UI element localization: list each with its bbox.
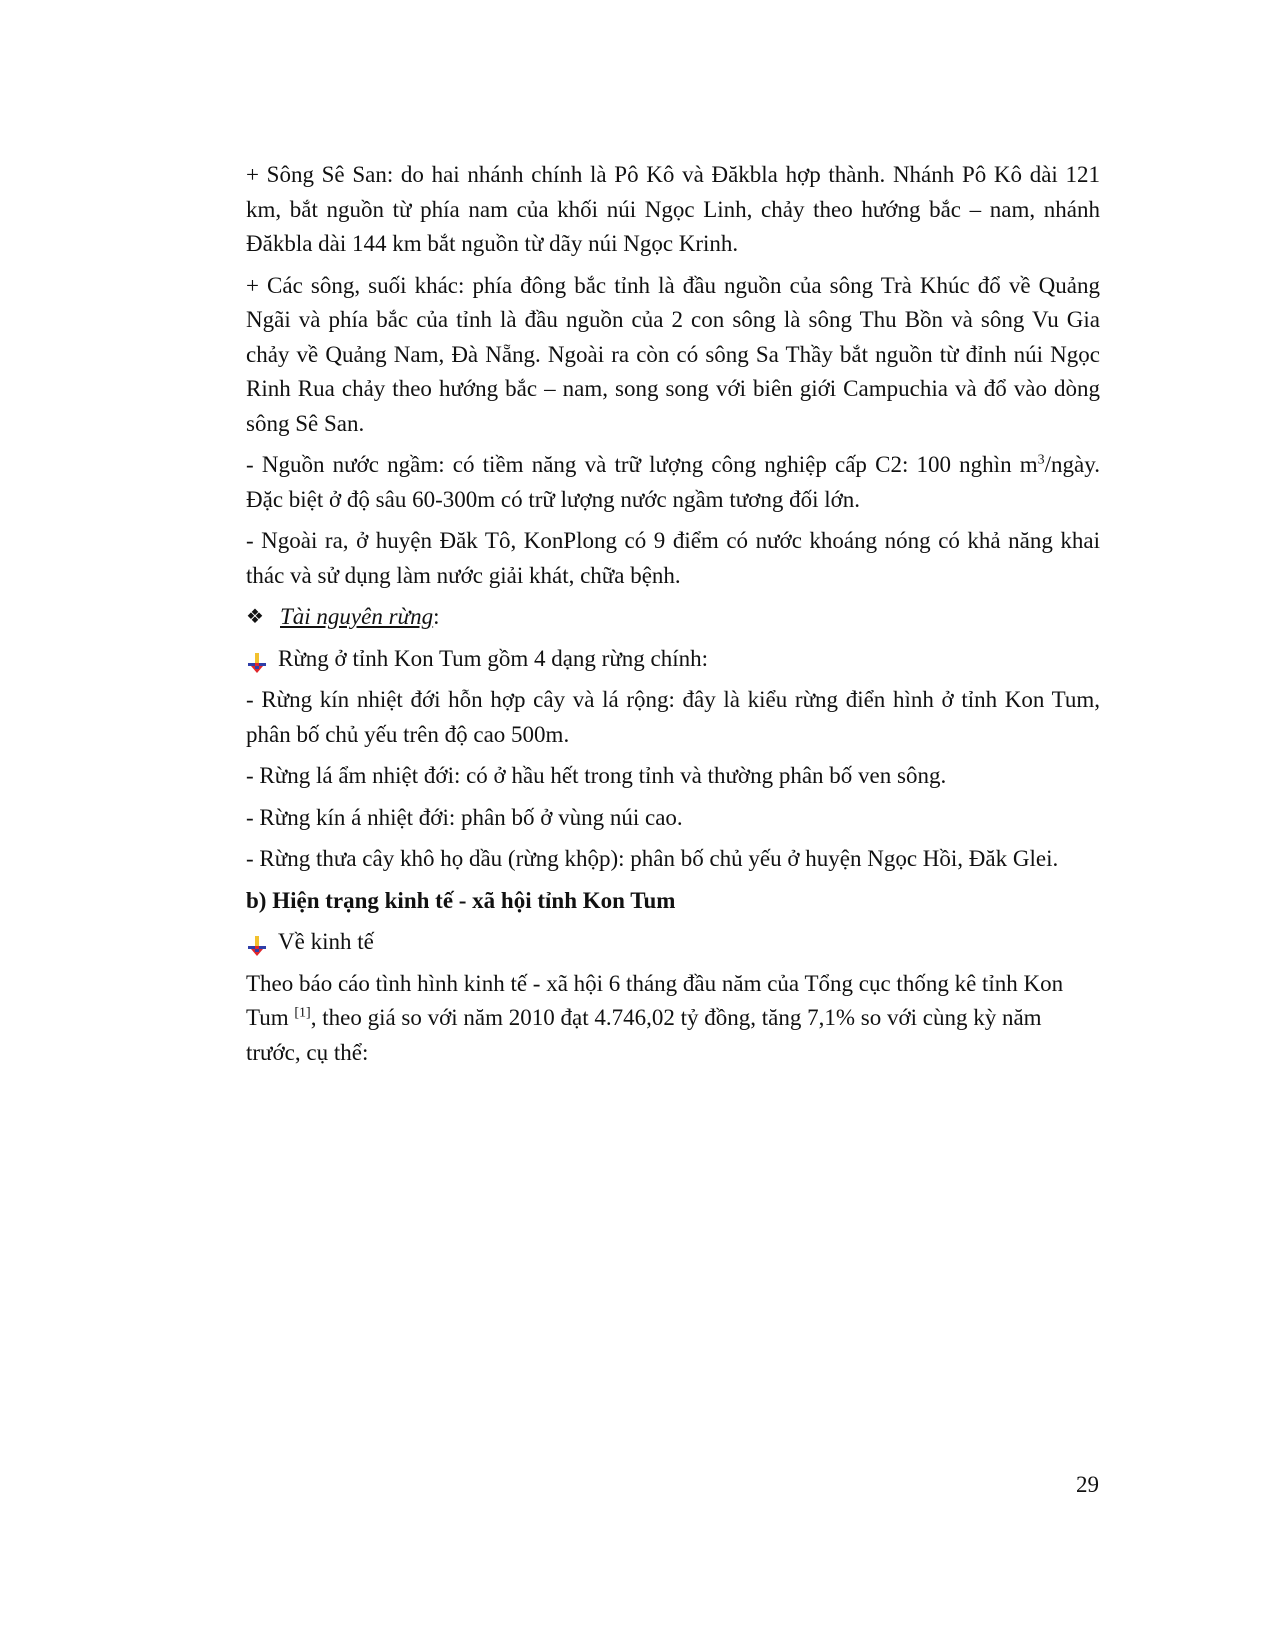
- down-arrow-bullet-icon: [248, 932, 266, 952]
- forest-intro: [246, 642, 1100, 677]
- citation-reference: [1]: [294, 1005, 311, 1021]
- forest-intro-text: Rừng ở tỉnh Kon Tum gồm 4 dạng rừng chính:: [278, 645, 709, 671]
- forest-item: - Rừng thưa cây khô họ dầu (rừng khộp): phân bố chủ yếu ở huyện Ngọc Hồi, Đăk Glei.: [246, 846, 1059, 871]
- economy-heading: b) Hiện trạng kinh tế - xã hội tỉnh Kon Tum: [246, 887, 676, 913]
- forest-title-suffix: :: [433, 604, 440, 629]
- forest-title-label: Tài nguyên rừng: [280, 604, 434, 629]
- diamond-bullet-icon: ❖: [246, 606, 264, 628]
- paragraph-other-rivers: + Các sông, suối khác: phía đông bắc tỉnh là đầu nguồn của sông Trà Khúc đổ về Quảng Ngãi và phía bắc của tỉnh là đầu nguồn của 2 con sông là sông Thu Bồn và sông Vu Gia chảy về Quảng Nam, Đà Nẵng. Ngoài ra còn có sông Sa Thầy bắt nguồn từ đỉnh núi Ngọc Rinh Rua chảy theo hướng bắc – nam, song song với biên giới Campuchia và đổ vào dòng sông Sê San.: [246, 272, 1100, 436]
- paragraph-se-san-river: + Sông Sê San: do hai nhánh chính là Pô Kô và Đăkbla hợp thành. Nhánh Pô Kô dài 121 km, bắt nguồn từ phía nam của khối núi Ngọc Linh, chảy theo hướng bắc – nam, nhánh Đăkbla dài 144 km bắt nguồn từ dãy núi Ngọc Krinh.: [246, 162, 1100, 256]
- forest-item: - Rừng kín á nhiệt đới: phân bố ở vùng núi cao.: [246, 804, 683, 830]
- paragraph-groundwater: [246, 448, 1100, 517]
- economy-body-text-b: , theo giá so với năm 2010 đạt 4.746,02 tỷ đồng, tăng 7,1% so với cùng kỳ năm trước, cụ thể:: [246, 1005, 1042, 1065]
- page-content: [246, 158, 1100, 1077]
- down-arrow-bullet-icon: [248, 649, 266, 669]
- forest-item: - Rừng lá ẩm nhiệt đới: có ở hầu hết trong tỉnh và thường phân bố ven sông.: [246, 763, 947, 788]
- forest-item: - Rừng kín nhiệt đới hỗn hợp cây và lá rộng: đây là kiểu rừng điển hình ở tỉnh Kon Tum, phân bố chủ yếu trên độ cao 500m.: [246, 687, 1100, 747]
- forest-section-title: [246, 600, 1100, 635]
- economy-body-text-a: Theo báo cáo tình hình kinh tế - xã hội 6 tháng đầu năm của Tổng cục thống kê tỉnh Kon Tum: [246, 970, 1064, 1030]
- groundwater-superscript: 3: [1037, 452, 1045, 468]
- groundwater-text-b: /ngày. Đặc biệt ở độ sâu 60-300m có trữ lượng nước ngầm tương đối lớn.: [246, 452, 1100, 512]
- groundwater-text-a: - Nguồn nước ngầm: có tiềm năng và trữ lượng công nghiệp cấp C2: 100 nghìn m: [246, 452, 1038, 477]
- paragraph-mineral-water: - Ngoài ra, ở huyện Đăk Tô, KonPlong có 9 điểm có nước khoáng nóng có khả năng khai thác và sử dụng làm nước giải khát, chữa bệnh.: [246, 528, 1100, 588]
- page-number: 29: [1076, 1472, 1099, 1497]
- economy-body: [246, 967, 1100, 1071]
- economy-subheading-text: Về kinh tế: [278, 929, 374, 954]
- economy-subheading: [246, 925, 1100, 960]
